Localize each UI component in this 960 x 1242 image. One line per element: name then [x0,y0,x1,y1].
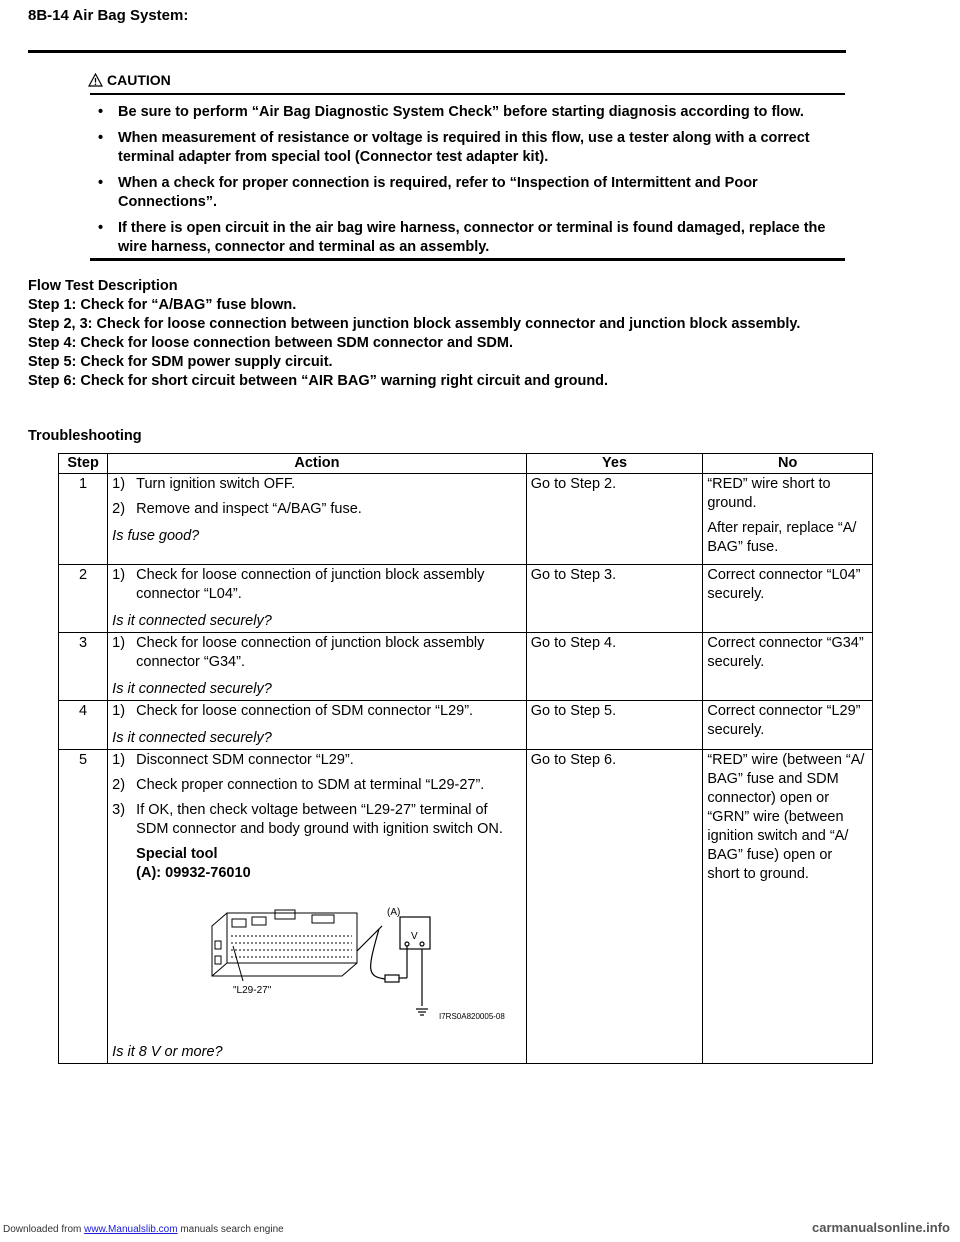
flow-line: Step 5: Check for SDM power supply circuit. [28,354,333,370]
flow-title: Flow Test Description [28,278,178,294]
header-action: Action [108,454,527,474]
yes-cell: Go to Step 6. [526,750,703,1064]
manualslib-link[interactable]: www.Manualslib.com [84,1224,178,1235]
action-cell: 1) Disconnect SDM connector “L29”. 2) Check proper connection to SDM at terminal “L29-27”. 3) If OK, then check voltage between “L29-27” terminal of SDM connector and body ground with ignition switch ON. Special tool (A): 09932-76010 (A) V "L29-27" I7RS0A820005-08 Is it 8 V or more? [108,750,527,1064]
voltmeter-label: V [411,931,418,942]
flow-test-description [28,277,848,391]
figure-id: I7RS0A820005-08 [439,1012,505,1021]
flow-line: Step 6: Check for short circuit between “AIR BAG” warning right circuit and ground. [28,373,609,389]
step-number: 4 [59,701,108,750]
table-row [59,701,873,750]
no-cell: “RED” wire short to ground. After repair, replace “A/ BAG” fuse. [703,474,873,565]
no-cell: “RED” wire (between “A/ BAG” fuse and SDM connector) open or “GRN” wire (between ignition switch and “A/ BAG” fuse) open or short to ground. [703,750,873,1064]
no-cell: Correct connector “G34” securely. [703,633,873,701]
yes-cell: Go to Step 2. [526,474,703,565]
page-header: 8B-14 Air Bag System: [28,7,189,24]
action-cell: 1) Check for loose connection of junction block assembly connector “G34”. Is it connected securely? [108,633,527,701]
no-cell: Correct connector “L29” securely. [703,701,873,750]
yes-cell: Go to Step 3. [526,565,703,633]
step-number: 3 [59,633,108,701]
question: Is it 8 V or more? [112,1044,223,1060]
table-row [59,633,873,701]
watermark: carmanualsonline.info [812,1220,950,1235]
header-no: No [703,454,873,474]
flow-line: Step 1: Check for “A/BAG” fuse blown. [28,297,297,313]
troubleshooting-table [58,453,873,1064]
action-cell: 1) Check for loose connection of SDM connector “L29”. Is it connected securely? [108,701,527,750]
connector-illustration [212,910,357,976]
caution-rule-bottom [90,258,845,261]
flow-line: Step 2, 3: Check for loose connection between junction block assembly connector and junction block assembly. [28,316,801,332]
table-row [59,474,873,565]
no-cell: Correct connector “L04” securely. [703,565,873,633]
table-header-row [59,454,873,474]
header-step: Step [59,454,108,474]
caution-title: CAUTION [107,72,171,88]
caution-item: • When measurement of resistance or voltage is required in this flow, use a tester along with a correct terminal adapter from special tool (Connector test adapter kit). [98,130,810,165]
step-number: 5 [59,750,108,1064]
yes-cell: Go to Step 5. [526,701,703,750]
troubleshooting-title: Troubleshooting [28,428,142,444]
step-number: 1 [59,474,108,565]
special-tool-number: (A): 09932-76010 [136,865,251,881]
caution-heading [88,72,171,88]
question: Is it connected securely? [112,613,272,629]
yes-cell: Go to Step 4. [526,633,703,701]
caution-item: • Be sure to perform “Air Bag Diagnostic System Check” before starting diagnosis according to flow. [98,104,804,120]
header-rule [28,50,846,53]
caution-list [90,103,840,264]
connector-voltmeter-diagram [207,901,507,1041]
caution-item: • When a check for proper connection is required, refer to “Inspection of Intermittent and Poor Connections”. [98,175,758,210]
tool-label: (A) [387,907,401,918]
flow-line: Step 4: Check for loose connection between SDM connector and SDM. [28,335,514,351]
question: Is it connected securely? [112,681,272,697]
header-yes: Yes [526,454,703,474]
table-row [59,750,873,1064]
question: Is fuse good? [112,528,200,544]
step-number: 2 [59,565,108,633]
question: Is it connected securely? [112,730,272,746]
warning-icon [88,73,103,87]
caution-rule-top [90,93,845,95]
action-cell: 1) Turn ignition switch OFF. 2) Remove and inspect “A/BAG” fuse. Is fuse good? [108,474,527,565]
download-footer: Downloaded from www.Manualslib.com manuals search engine [3,1224,284,1235]
table-row [59,565,873,633]
special-tool-title: Special tool [136,846,218,862]
caution-item: • If there is open circuit in the air bag wire harness, connector or terminal is found damaged, replace the wire harness, connector and terminal as an assembly. [98,220,826,255]
terminal-label: "L29-27" [233,985,272,996]
action-cell: 1) Check for loose connection of junction block assembly connector “L04”. Is it connected securely? [108,565,527,633]
